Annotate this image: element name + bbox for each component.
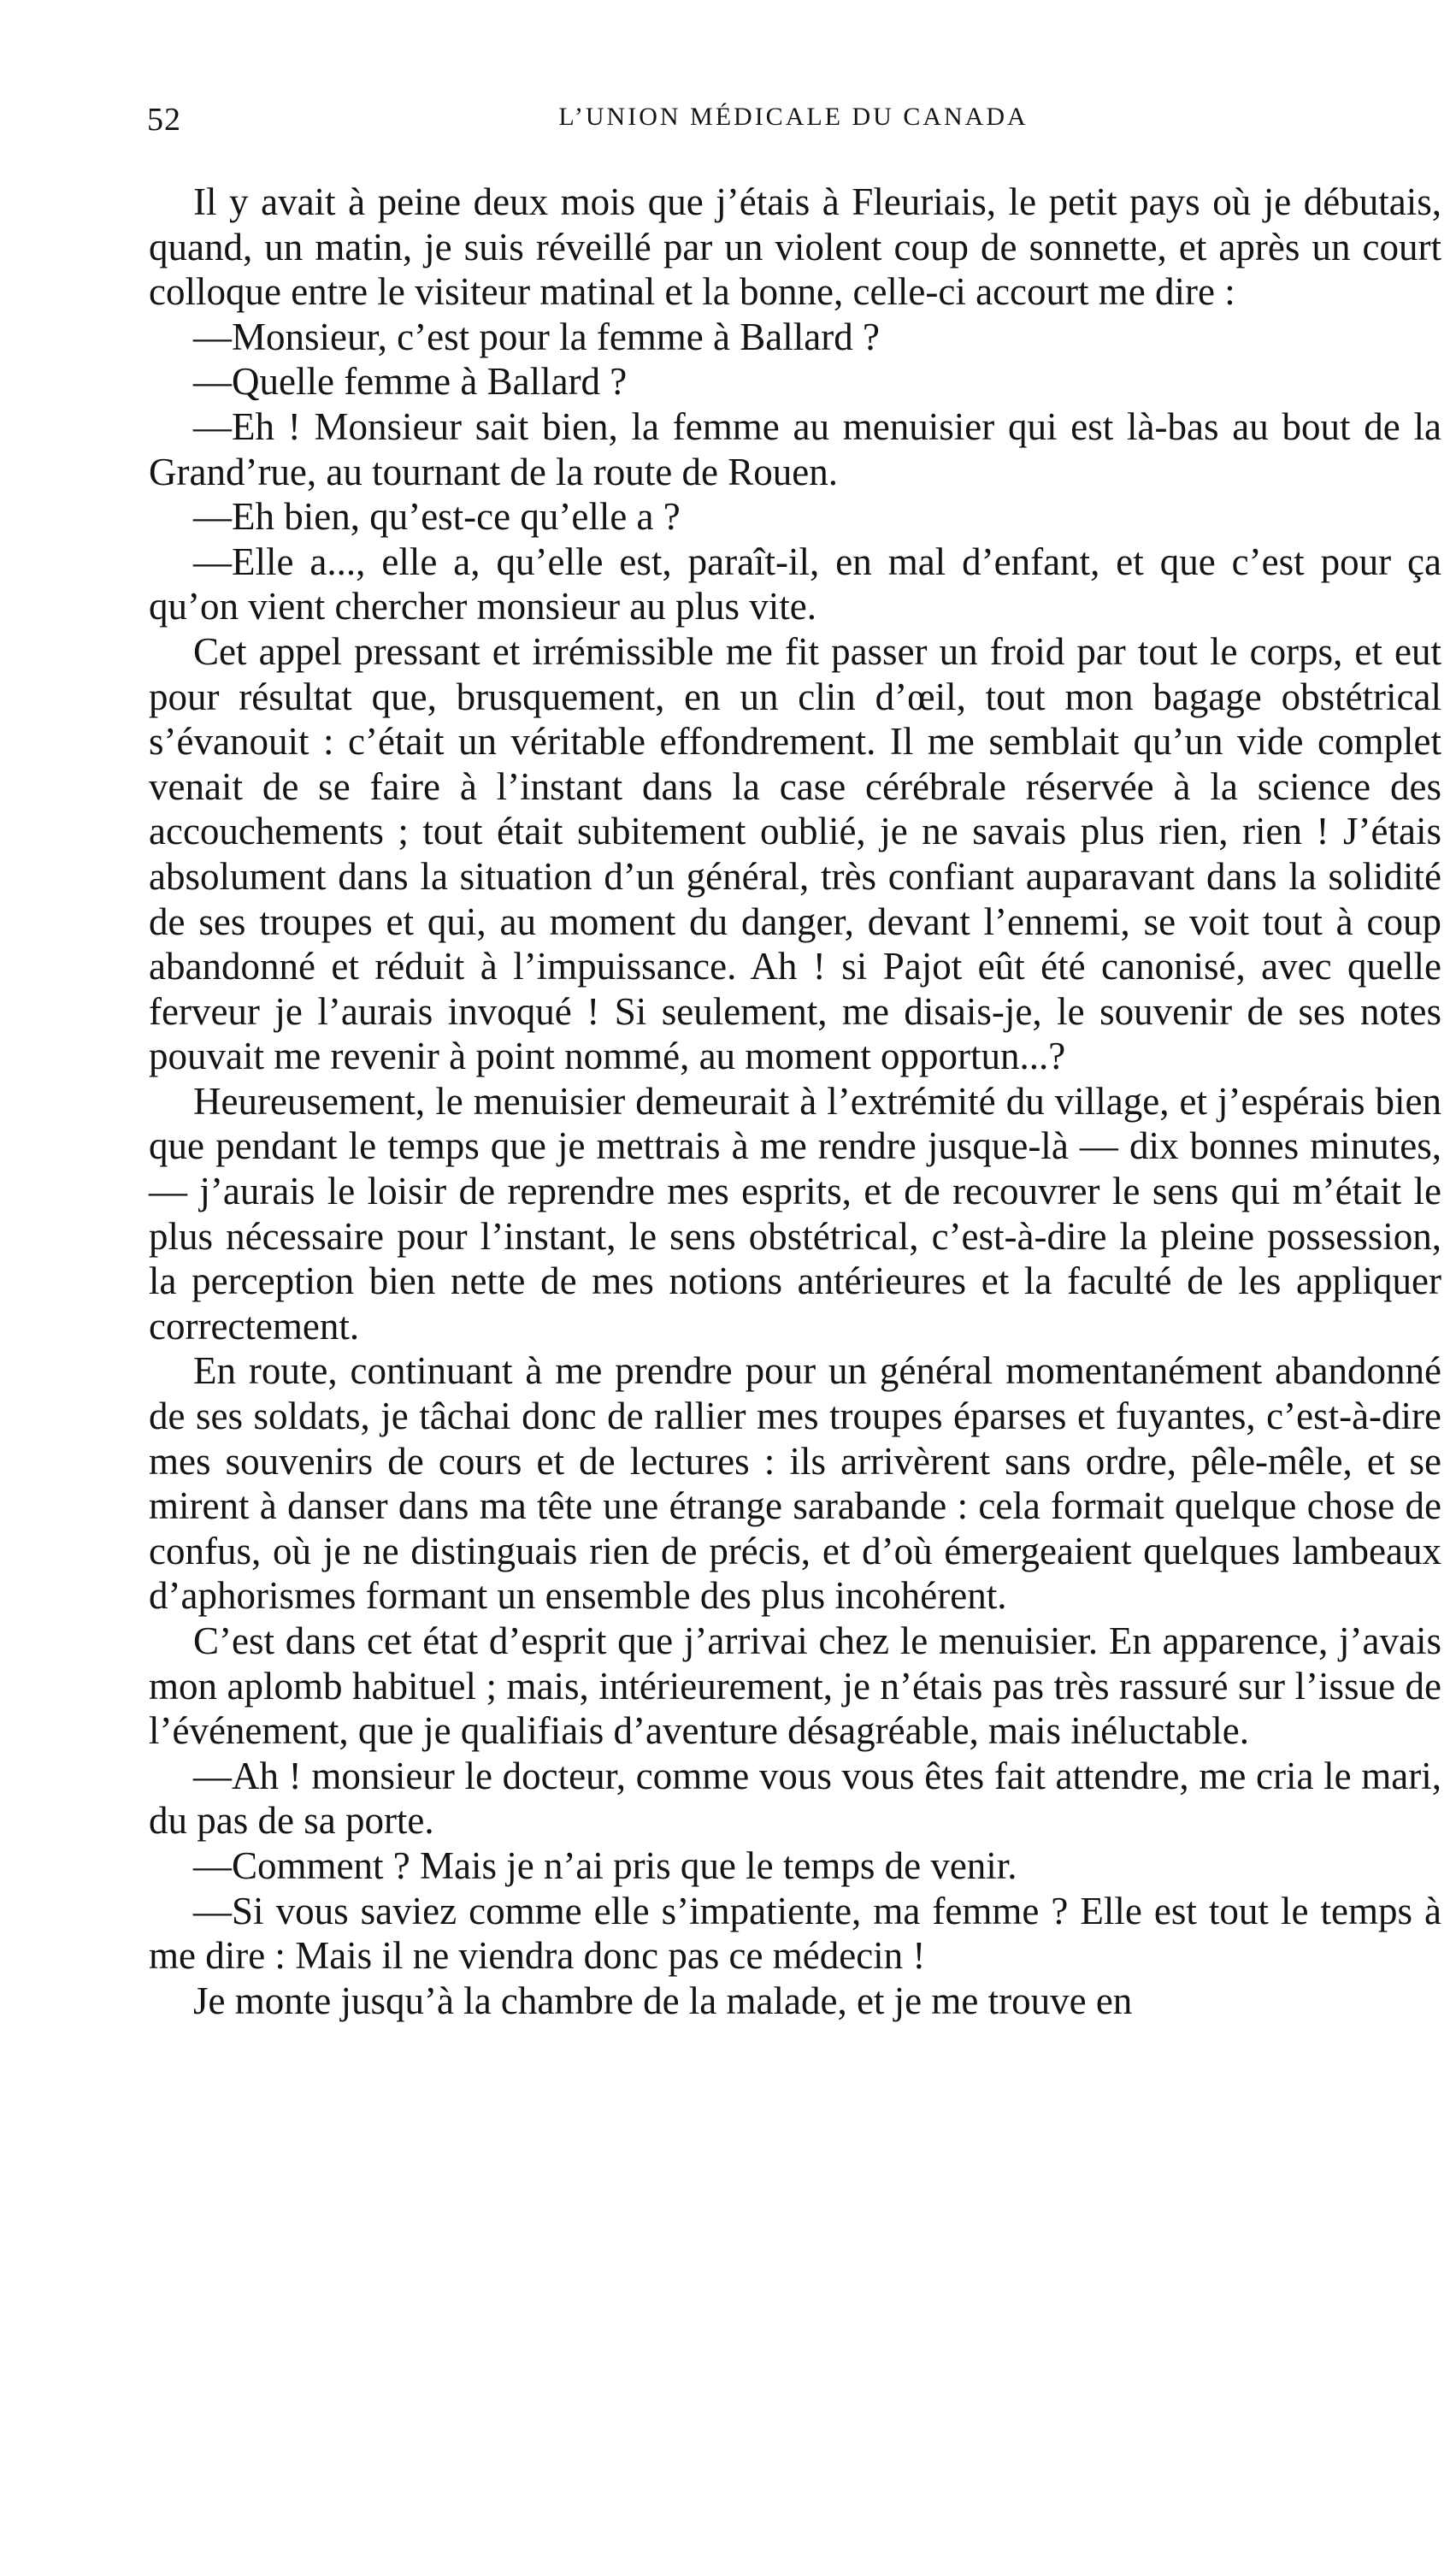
- page-header: [147, 101, 1440, 144]
- dialogue-line: —Si vous saviez comme elle s’impatiente, ma femme ? Elle est tout le temps à me dire : Mais il ne viendra donc pas ce médecin !: [149, 1889, 1441, 1978]
- paragraph: Heureusement, le menuisier demeurait à l’extrémité du village, et j’espérais bien que pendant le temps que je mettrais à me rendre jusque-là — dix bonnes minutes, — j’aurais le loisir de reprendre mes esprits, et de recouvrer le sens qui m’était le plus nécessaire pour l’instant, le sens obstétrical, c’est-à-dire la pleine possession, la perception bien nette de mes notions antérieures et la faculté de les appliquer correctement.: [149, 1079, 1441, 1348]
- paragraph: C’est dans cet état d’esprit que j’arrivai chez le menuisier. En apparence, j’avais mon aplomb habituel ; mais, intérieurement, je n’étais pas très rassuré sur l’issue de l’événement, que je qualifiais d’aventure désagréable, mais inéluctable.: [149, 1619, 1441, 1753]
- dialogue-line: —Ah ! monsieur le docteur, comme vous vous êtes fait attendre, me cria le mari, du pas de sa porte.: [149, 1754, 1441, 1843]
- running-title: L’UNION MÉDICALE DU CANADA: [558, 103, 1029, 131]
- paragraph: En route, continuant à me prendre pour un général momentanément abandonné de ses soldats, je tâchai donc de rallier mes troupes éparses et fuyantes, c’est-à-dire mes souvenirs de cours et de lectures : ils arrivèrent sans ordre, pêle-mêle, et se mirent à danser dans ma tête une étrange sarabande : cela formait quelque chose de confus, où je ne distinguais rien de précis, et d’où émergeaient quelques lambeaux d’aphorismes formant un ensemble des plus incohérent.: [149, 1349, 1441, 1618]
- paragraph: Cet appel pressant et irrémissible me fit passer un froid par tout le corps, et eut pour résultat que, brusquement, en un clin d’œil, tout mon bagage obstétrical s’évanouit : c’était un véritable effondrement. Il me semblait qu’un vide complet venait de se faire à l’instant dans la case cérébrale réservée à la science des accouchements ; tout était subitement oublié, je ne savais plus rien, rien ! J’étais absolument dans la situation d’un général, très confiant auparavant dans la solidité de ses troupes et qui, au moment du danger, devant l’ennemi, se voit tout à coup abandonné et réduit à l’impuissance. Ah ! si Pajot eût été canonisé, avec quelle ferveur je l’aurais invoqué ! Si seulement, me disais-je, le souvenir de ses notes pouvait me revenir à point nommé, au moment opportun...?: [149, 629, 1441, 1078]
- dialogue-line: —Comment ? Mais je n’ai pris que le temps de venir.: [193, 1843, 1017, 1887]
- paragraph-continued: Je monte jusqu’à la chambre de la malade, et je me trouve en: [193, 1979, 1133, 2022]
- dialogue-line: —Elle a..., elle a, qu’elle est, paraît-il, en mal d’enfant, et que c’est pour ça qu’on vient chercher monsieur au plus vite.: [149, 540, 1441, 628]
- body-text: [149, 180, 1441, 2023]
- dialogue-line: —Eh bien, qu’est-ce qu’elle a ?: [193, 495, 681, 539]
- dialogue-line: —Eh ! Monsieur sait bien, la femme au menuisier qui est là-bas au bout de la Grand’rue, au tournant de la route de Rouen.: [149, 404, 1441, 493]
- dialogue-line: —Quelle femme à Ballard ?: [193, 360, 628, 404]
- paragraph-opening: Il y avait à peine deux mois que j’étais à Fleuriais, le petit pays où je débutais, quand, un matin, je suis réveillé par un violent coup de sonnette, et après un court colloque entre le visiteur matinal et la bonne, celle-ci accourt me dire :: [149, 180, 1441, 314]
- dialogue-line: —Monsieur, c’est pour la femme à Ballard ?: [193, 315, 880, 358]
- page-number: 52: [147, 102, 181, 138]
